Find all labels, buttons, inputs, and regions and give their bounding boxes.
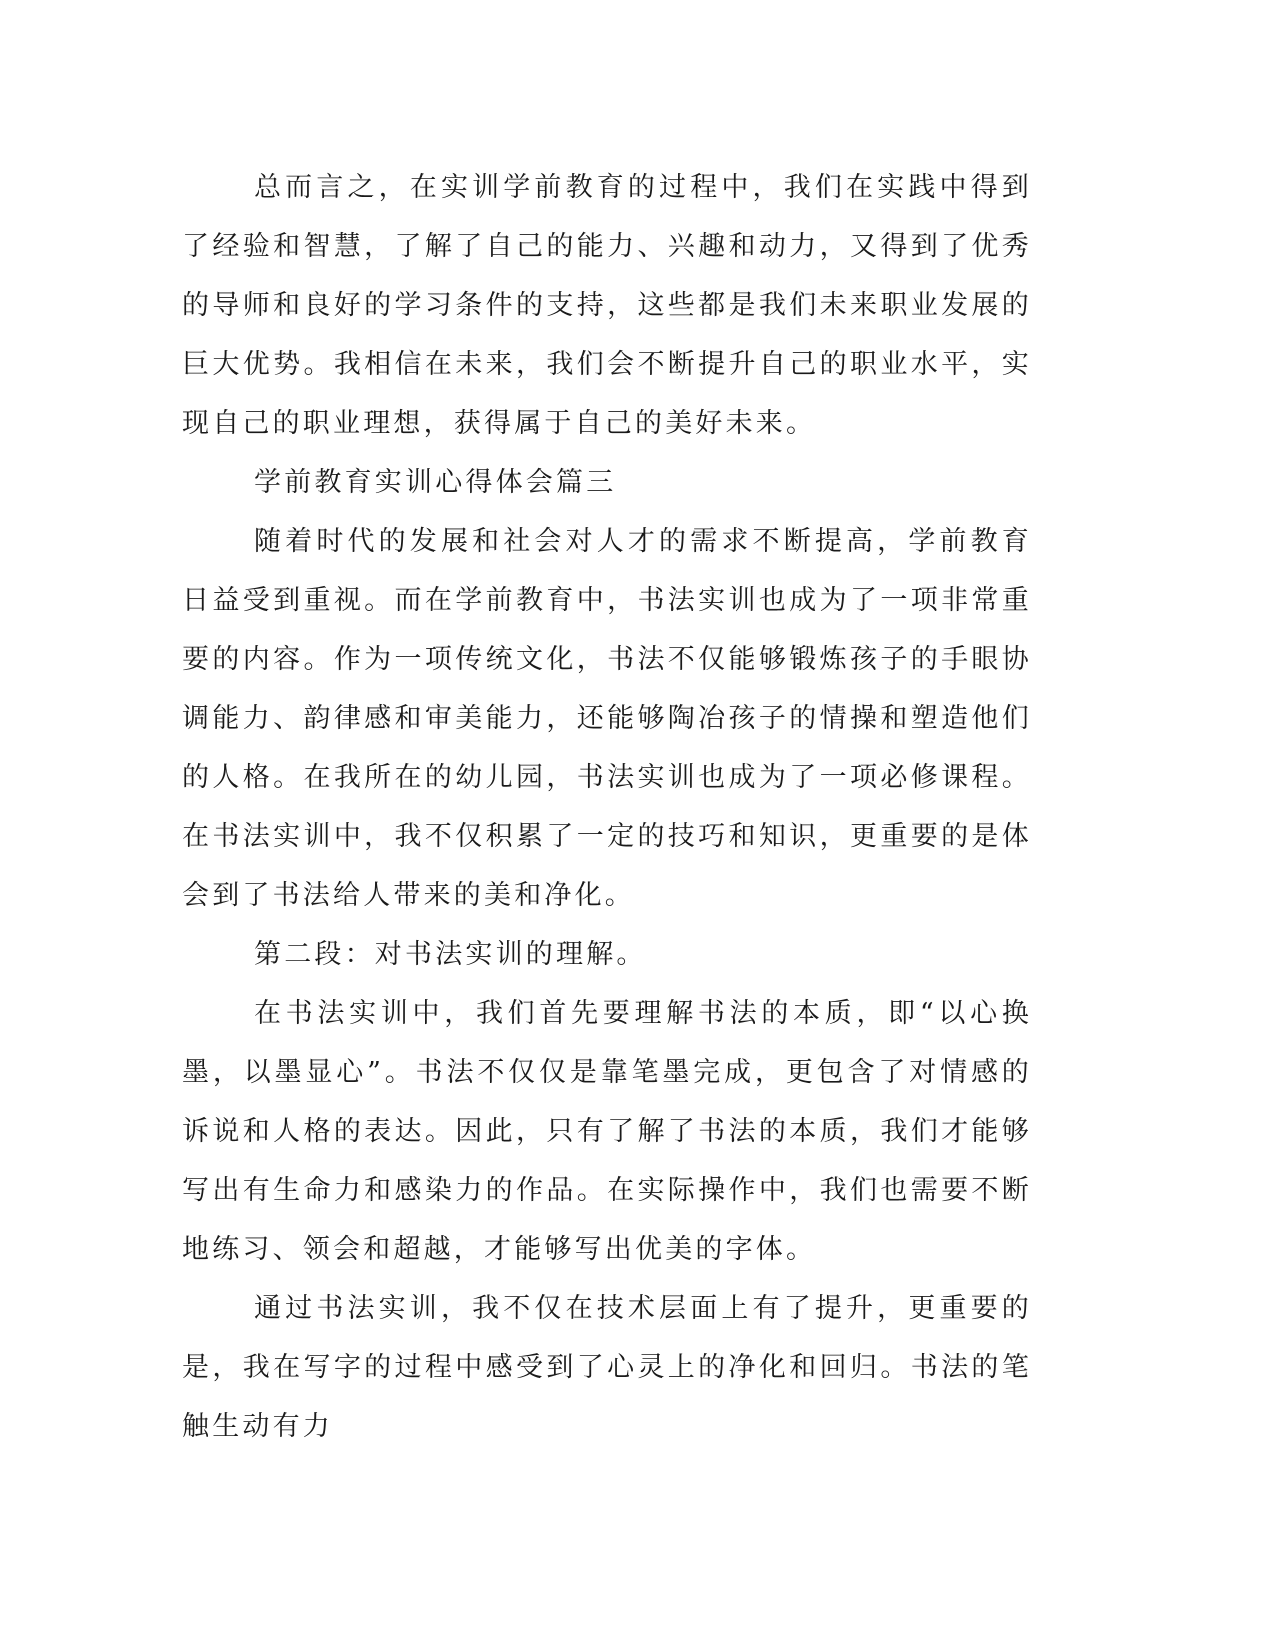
paragraph-experience: 通过书法实训，我不仅在技术层面上有了提升，更重要的是，我在写字的过程中感受到了心灵上的净化和回归。书法的笔触生动有力 bbox=[182, 1293, 1032, 1442]
section-heading: 学前教育实训心得体会篇三 bbox=[254, 467, 617, 498]
section-subheading: 第二段：对书法实训的理解。 bbox=[254, 939, 647, 970]
paragraph-conclusion: 总而言之，在实训学前教育的过程中，我们在实践中得到了经验和智慧，了解了自己的能力、兴趣和动力，又得到了优秀的导师和良好的学习条件的支持，这些都是我们未来职业发展的巨大优势。我相信在未来，我们会不断提升自己的职业水平，实现自己的职业理想，获得属于自己的美好未来。 bbox=[182, 172, 1032, 439]
paragraph-intro: 随着时代的发展和社会对人才的需求不断提高，学前教育日益受到重视。而在学前教育中，书法实训也成为了一项非常重要的内容。作为一项传统文化，书法不仅能够锻炼孩子的手眼协调能力、韵律感和审美能力，还能够陶冶孩子的情操和塑造他们的人格。在我所在的幼儿园，书法实训也成为了一项必修课程。在书法实训中，我不仅积累了一定的技巧和知识，更重要的是体会到了书法给人带来的美和净化。 bbox=[182, 526, 1032, 911]
paragraph-understanding: 在书法实训中，我们首先要理解书法的本质，即“以心换墨，以墨显心”。书法不仅仅是靠笔墨完成，更包含了对情感的诉说和人格的表达。因此，只有了解了书法的本质，我们才能够写出有生命力和感染力的作品。在实际操作中，我们也需要不断地练习、领会和超越，才能够写出优美的字体。 bbox=[182, 998, 1032, 1265]
document-body bbox=[182, 158, 1032, 1456]
